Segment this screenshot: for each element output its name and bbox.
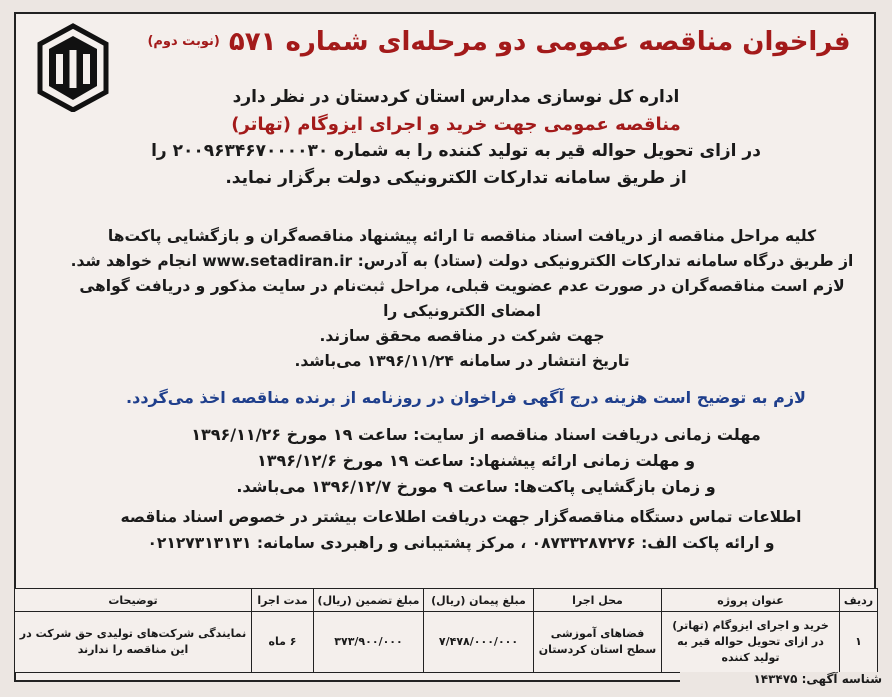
cell-contract-amount: ۷/۴۷۸/۰۰۰/۰۰۰	[424, 612, 534, 673]
contact-line-1: اطلاعات تماس دستگاه مناقصه‌گزار جهت دریافت اطلاعات بیشتر در خصوص اسناد مناقصه	[120, 508, 802, 526]
cell-duration: ۶ ماه	[252, 612, 314, 673]
round-tag: (نوبت دوم)	[147, 34, 220, 49]
cell-notes: نمایندگی شرکت‌های تولیدی حق شرکت در این مناقصه را ندارند	[15, 612, 252, 673]
body-line-2: از طریق درگاه سامانه تدارکات الکترونیکی دولت (ستاد) به آدرس: www.setadiran.ir انجام خواهد شد.	[70, 252, 854, 270]
ad-id: شناسه آگهی: ۱۴۳۴۷۵	[680, 672, 886, 686]
cell-guarantee-amount: ۳۷۳/۹۰۰/۰۰۰	[314, 612, 424, 673]
deadline-line-2: و مهلت زمانی ارائه پیشنهاد: ساعت ۱۹ مورخ ۱۳۹۶/۱۲/۶	[256, 451, 696, 470]
cost-notice: لازم به توضیح است هزینه درج آگهی فراخوان در روزنامه از برنده مناقصه اخذ می‌گردد.	[126, 388, 806, 407]
body-line-1: کلیه مراحل مناقصه از دریافت اسناد مناقصه تا ارائه پیشنهاد مناقصه‌گران و بازگشایی پاکت‌ها	[107, 227, 817, 245]
intro-line-1: اداره کل نوسازی مدارس استان کردستان در نظر دارد	[232, 87, 680, 107]
header-guarantee-amount: مبلغ تضمین (ریال)	[314, 589, 424, 612]
header-contract-amount: مبلغ پیمان (ریال)	[424, 589, 534, 612]
table-header-row	[15, 589, 878, 612]
body-line-3: لازم است مناقصه‌گران در صورت عدم عضویت قبلی، مراحل ثبت‌نام در سایت مذکور و دریافت گواهی امضای الکترونیکی را	[79, 277, 845, 320]
cell-location: فضاهای آموزشی سطح استان کردستان	[534, 612, 662, 673]
header-project-title: عنوان پروژه	[662, 589, 840, 612]
project-table	[14, 588, 878, 673]
page-title	[136, 22, 856, 62]
cell-row-number: ۱	[840, 612, 878, 673]
title-text: فراخوان مناقصه عمومی دو مرحله‌ای شماره ۵۷۱	[228, 27, 851, 57]
contact-line-2: و ارائه پاکت الف: ۰۸۷۳۳۲۸۷۲۷۶ ، مرکز پشتیبانی و راهبردی سامانه: ۰۲۱۲۷۳۱۳۱۳۱	[147, 534, 775, 552]
intro-line-4: از طریق سامانه تدارکات الکترونیکی دولت برگزار نماید.	[225, 168, 687, 188]
header-notes: توضیحات	[15, 589, 252, 612]
deadline-line-3: و زمان بازگشایی پاکت‌ها: ساعت ۹ مورخ ۱۳۹۶/۱۲/۷ می‌باشد.	[236, 477, 716, 496]
deadlines-block	[146, 422, 806, 500]
deadline-line-1: مهلت زمانی دریافت اسناد مناقصه از سایت: ساعت ۱۹ مورخ ۱۳۹۶/۱۱/۲۶	[191, 425, 761, 444]
header-row-number: ردیف	[840, 589, 878, 612]
cell-project-title: خرید و اجرای ایزوگام (تهاتر) در ازای تحویل حواله قیر به تولید کننده	[662, 612, 840, 673]
intro-line-2: مناقصه عمومی جهت خرید و اجرای ایزوگام (تهاتر)	[231, 114, 681, 135]
header-location: محل اجرا	[534, 589, 662, 612]
body-block	[58, 224, 866, 374]
body-line-4: جهت شرکت در مناقصه محقق سازند.	[319, 327, 605, 345]
intro-line-3: در ازای تحویل حواله قیر به تولید کننده را به شماره ۲۰۰۹۶۳۴۶۷۰۰۰۰۳۰ را	[151, 141, 761, 161]
intro-block	[136, 84, 776, 192]
advertisement-frame	[14, 12, 876, 682]
contact-block	[76, 504, 846, 556]
body-line-5: تاریخ انتشار در سامانه ۱۳۹۶/۱۱/۲۴ می‌باشد.	[294, 352, 630, 370]
table-row	[15, 612, 878, 673]
header-duration: مدت اجرا	[252, 589, 314, 612]
organization-emblem-icon	[34, 22, 112, 112]
